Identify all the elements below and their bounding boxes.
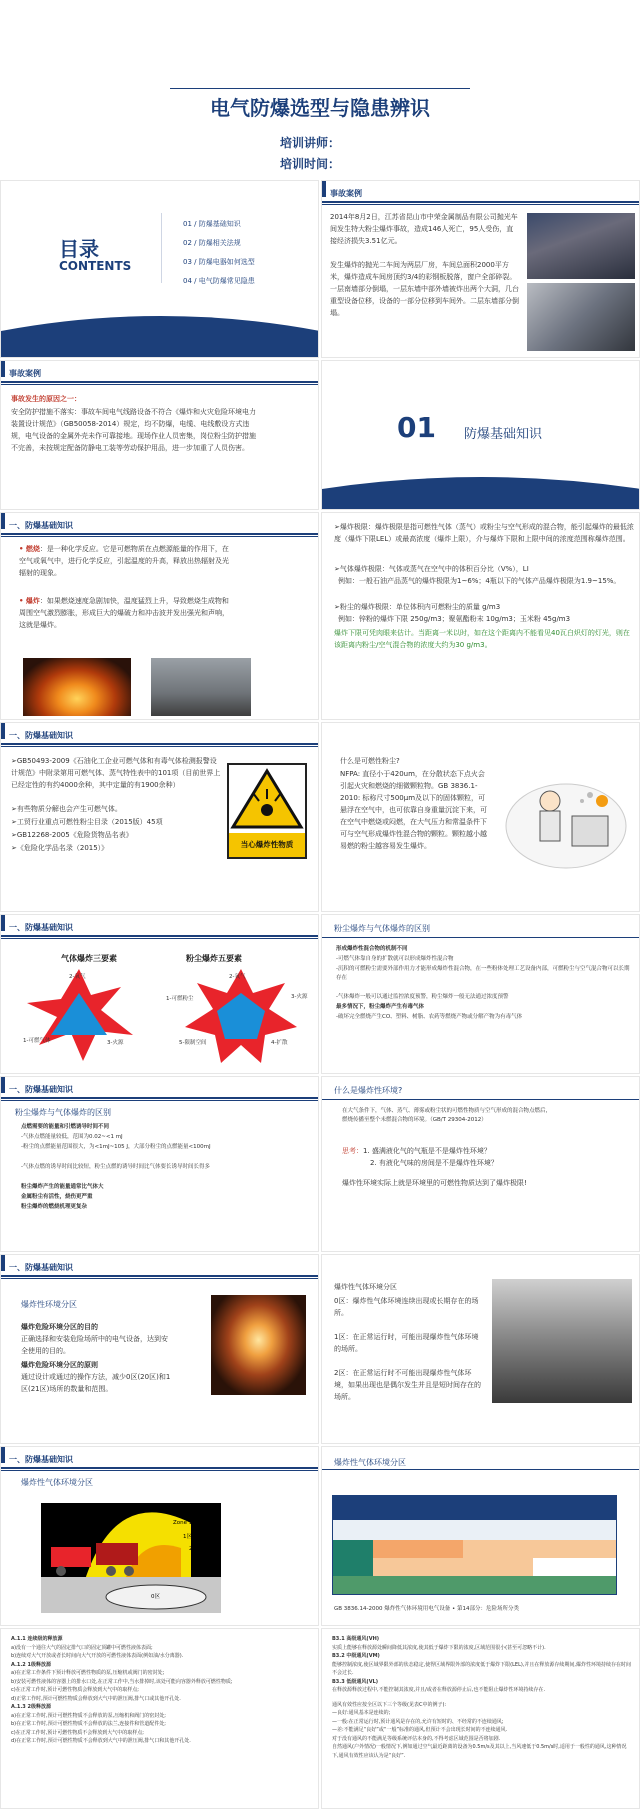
diff1-line-6: -破坏完全燃烧产生CO、塑料、树脂、农药等燃烧产物或分解产物为有毒气体 <box>336 1014 523 1020</box>
toc-slide <box>0 180 319 358</box>
zone-table-title: 爆炸性气体环境分区 <box>334 1458 406 1467</box>
dust-element-diffusion: 4-扩散 <box>271 1040 288 1046</box>
mushroom-cloud-photo <box>211 1295 306 1395</box>
zone-label-z2: Zone 2 <box>186 1508 206 1514</box>
explosion-photo <box>151 658 251 716</box>
diff1-line-3: -沉积的可燃粉尘需要外部作用力才能形成爆炸性混合物，在一些粉体处理工艺设备内部，可燃粉尘与空气混合物可以长期存在 <box>336 966 630 981</box>
zone2-definition: 2区：在正常运行时不可能出现爆炸性气体环境，如果出现也是偶尔发生并且是短时间存在的场所。 <box>334 1369 481 1401</box>
book-base <box>1 301 319 358</box>
zone-purpose-slide <box>0 1254 319 1444</box>
accident-photo-1 <box>527 213 635 279</box>
zone-label-2: 2区 <box>189 1546 198 1552</box>
diff2-title: 粉尘爆炸与气体爆炸的区别 <box>15 1108 111 1117</box>
zone-purpose-label: 爆炸危险环境分区的目的 <box>21 1323 98 1331</box>
section-header: 事故案例 <box>322 181 639 203</box>
title-rule <box>170 88 470 89</box>
appendix-a-slide <box>0 1628 319 1809</box>
reg-item-5: ➢《危险化学品名录（2015）》 <box>11 844 109 852</box>
case1-slide <box>321 180 640 358</box>
section-header: 一、防爆基础知识 <box>1 513 318 535</box>
zone-label-z1: Zone 1 <box>173 1520 193 1526</box>
diff2-line-2: -气体点燃能量较低，范围为0.02~<1 mJ <box>21 1134 123 1140</box>
cause-title: 事故发生的原因之一： <box>11 395 81 403</box>
gas-element-oxygen: 2-氧气 <box>69 974 86 980</box>
zone-label-0: 0区 <box>151 1594 160 1600</box>
limit-definition: ➢爆炸极限：爆炸极限是指可燃性气体（蒸气）或粉尘与空气形成的混合物，能引起爆炸的最低浓度（爆炸下限LEL）或最高浓度（爆炸上限），介与爆炸下限和上限中间的浓度范围称爆炸范围。 <box>334 523 634 543</box>
diff2-line-4: -气体点燃的诱导时间比较短，粉尘点燃的诱导时间比气体要长诱导时间长得多 <box>21 1164 210 1170</box>
zone-table <box>332 1495 617 1595</box>
chapter01-slide <box>321 360 640 510</box>
diff2-line-5: 粉尘爆炸产生的能量通常比气体大 <box>21 1184 104 1190</box>
chapter-title: 防爆基础知识 <box>464 427 543 442</box>
dust-element-fire: 3-火源 <box>291 994 308 1000</box>
chapter-number: 01 <box>397 411 436 444</box>
zone-principle-label: 爆炸危险环境分区的原则 <box>21 1361 98 1369</box>
reg-item-4: ➢GB12268-2005《危险货物品名表》 <box>11 831 133 839</box>
zone-title: 爆炸性环境分区 <box>21 1300 77 1309</box>
section-header: 一、防爆基础知识 <box>1 1077 318 1099</box>
toc-item-3[interactable]: 03 / 防爆电器如何选型 <box>183 258 255 266</box>
dust-definition: NFPA: 直径小于420um，在分散状态下点火会引起火灾和燃烧的细微颗粒物。GB 3836.1-2010: 标称尺寸500μm及以下的固体颗粒，可悬浮在空气中，也可依靠自身重量沉淀下来，可在空气中燃烧或闷燃，在大气压力和常温条件下可与空气形成爆炸性混合物的颗粒。颗粒越小越易燃的粉尘越容易发生爆炸。 <box>340 770 487 850</box>
diff1-line-5: 最多情况下，粉尘爆炸产生有毒气体 <box>336 1004 425 1010</box>
toc-heading-en: CONTENTS <box>59 259 132 273</box>
diff1-line-1: 形成爆炸性混合物的机制不同 <box>336 946 408 952</box>
warning-sign <box>227 763 307 859</box>
dust-element-oxygen: 2-氧气 <box>229 974 246 980</box>
explosion-definition: • 爆炸：如果燃烧速度急剧加快，温度猛烈上升，导致燃烧生成物和周围空气激烈膨胀，形成巨大的爆破力和冲击波并发出强光和声响，这就是爆炸。 <box>19 597 229 629</box>
diff1-slide <box>321 914 640 1074</box>
section-header: 一、防爆基础知识 <box>1 915 318 937</box>
diff2-line-7: 粉尘爆炸的燃烧机理更复杂 <box>21 1204 88 1210</box>
dust-cartoon-illustration <box>502 771 630 871</box>
cover-title: 电气防爆选型与隐患辨识 <box>210 96 430 120</box>
reg-item-2: ➢有些物质分解也会产生可燃气体。 <box>11 805 122 813</box>
env-definition: 在大气条件下，气体、蒸气、薄雾或粉尘状的可燃性物质与空气形成的混合物点燃后，燃烧传播至整个未燃混合物的环境。（GB/T 29304-2012） <box>342 1108 552 1123</box>
accident-photo-2 <box>527 283 635 351</box>
dust-element-fuel: 1-可燃粉尘 <box>166 996 194 1002</box>
visual-estimate-note: 爆炸下限可凭肉眼来估计。当距离一米以时，如在这个距离内不能看见40瓦白炽灯的灯光，则在该距离内粉尘/空气混合物的浓度大约为30 g/m3。 <box>334 629 630 649</box>
section-header: 一、防爆基础知识 <box>1 1255 318 1277</box>
env-title: 什么是爆炸性环境? <box>334 1086 403 1095</box>
think-q2: 2. 有液化气味的房间是不是爆炸性环境？ <box>370 1159 498 1167</box>
zone1-definition: 1区：在正常运行时，可能出现爆炸性气体环境的场所。 <box>334 1333 479 1353</box>
appendix-a-text: A.1.1 连续级的释放源 a)没有一个通往大气的固定排气口的固定顶罐中可燃性液体表面; b)连续对大气开放或者长时间向大气开放的可燃性液体表面(例如油/水分离器). A.1.2 1级释放源 a)在正常工作条件下预计释放可燃性物质的泵,压缩机或阀门的密封处; b)安装可燃性液体的容器上的排水口处,在正常工作中,当水排掉时,该处可能向容器外释放可燃性物质; c)在正常工作时,预计可燃性物质会释放到大气中的取样点; d)正常工作时,预计可燃性物质会释放到大气中的泄压阀,排气口或其他开孔处. A.1.3 2级释放源 a)在正常工作时,预计可燃性物质不会释放的泵,压缩机和阀门的密封处; b)在正常工作时,预计可燃性物质不会释放的法兰,连接件和管道配件处; c)在正常工作时,预计可燃性物质不会释放到大气中的取样点; d)在正常工作时,预计可燃性物质不会释放到大气中的泄压阀,排气口和其他开孔处. <box>11 1636 233 1744</box>
dust-elements-title: 粉尘爆炸五要素 <box>186 954 242 963</box>
zone0-definition: 0区：爆炸性气体环境连续出现或长期存在的场所。 <box>334 1297 479 1317</box>
env-conclusion: 爆炸性环境实际上就是环境里的可燃性物质达到了爆炸极限! <box>342 1179 527 1187</box>
dust-limit-example: 例如：锌粉的爆炸下限 250g/m3；聚氨酯粉末 10g/m3；玉米粉 45g/m3 <box>338 615 571 623</box>
section-header: 事故案例 <box>1 361 318 383</box>
zone-diagram-slide <box>0 1446 319 1626</box>
ruins-photo <box>492 1279 632 1403</box>
think-q1: 思考：1. 盛满液化气的气瓶是不是爆炸性环境？ <box>342 1147 491 1155</box>
time-label: 培训时间： <box>280 157 341 171</box>
appendix-b-text: B3.1 高级通风(VH) 实质上能够在释放源处瞬间降低其浓度,使其低于爆炸下限的浓度,区域范围很小(甚至可忽略不计). B3.2 中级通风(VM) 能够控制浓度,使区域界限外部的状态稳定,使得区域界限外部的浓度低于爆炸下限(LEL),并且在释放源存续期间,爆炸性环境持续存在时间不会过长. B3.3 低级通风(VL) 在释放源释放过程中,不能控制其浓度,并且/或者在释放源停止后,也不能阻止爆炸性环境持续存在. 通风有效性应按全区以下三个等级(见表C中的例子): —良好:通风基本是连续的; —一般:在正常运行时,预计通风是存在的,允许有短时的、不经常的不连续通风; —差:不能满足“良好”或“一般”标准的通风,但预计不会出现长时间的不连续通风. 对于没有通风的不能满足等级系统评估本身的,不得考虑区域范围是否将加剧. 自然通风(户外情况)一般情况下,例如通过空气最近距离的设备为0.5m/s及其以上,当风速低于0.5m/s时,适用于一般性的通风,这种情况下,通风有效性应该认为是“良好”. <box>332 1636 631 1759</box>
diff2-line-6: 金属粉尘有活性，烧伤更严重 <box>21 1194 93 1200</box>
section-header: 一、防爆基础知识 <box>1 723 318 745</box>
case2-slide <box>0 360 319 510</box>
burn-definition: • 燃烧：是一种化学反应。它是可燃物质在点燃源能量的作用下，在空气或氧气中，进行化学反应，引起温度的升高，释放出热辐射及光辐射的现象。 <box>19 545 229 577</box>
zones-title: 爆炸性气体环境分区 <box>334 1283 397 1291</box>
basics1-slide <box>0 512 319 720</box>
diff2-line-1: 点燃需要的能量和引燃诱导时间不同 <box>21 1124 110 1130</box>
case1-para1: 2014年8月2日，江苏省昆山市中荣金属制品有限公司抛光车间发生特大粉尘爆炸事故，造成146人死亡，95人受伤，直接经济损失3.51亿元。 <box>330 213 518 245</box>
fire-photo <box>23 658 131 716</box>
diff1-line-2: -可燃气体靠自身的扩散就可以形成爆炸性混合物 <box>336 956 454 962</box>
diff2-line-3: -粉尘的点燃能量范围很大，为<1mJ~105 J，大部分粉尘的点燃能量<100mJ <box>21 1144 211 1150</box>
cause-body: 安全防护措施不落实：事故车间电气线路设备不符合《爆炸和火灾危险环境电力装置设计规范》（GB50058-2014）规定，均不防爆，电缆、电线敷设方式违规，电气设备的金属外壳未作可靠接地。现场作业人员密集，岗位粉尘防护措施不完善，未按规定配备防静电工装等劳动保护用品，进一步加重了人员伤害。 <box>11 408 256 452</box>
reg-item-1: ➢GB50493-2009《石油化工企业可燃气体和有毒气体检测报警设计规范》中附录第用可燃气体、蒸气特性表中的101项（目前世界上已经定性的有约4000余种，其中定量的有1900余种） <box>11 757 221 789</box>
gas-element-fuel: 1-可燃气体 <box>23 1038 51 1044</box>
dust-element-space: 5-限制空间 <box>179 1040 207 1046</box>
zone-table-slide <box>321 1446 640 1626</box>
toc-item-4[interactable]: 04 / 电气防爆常见隐患 <box>183 277 255 285</box>
zone-defs-slide <box>321 1254 640 1444</box>
gas-elements-title: 气体爆炸三要素 <box>61 954 117 963</box>
reg-item-3: ➢工贸行业重点可燃性粉尘目录（2015版）45项 <box>11 818 163 826</box>
dust-question: 什么是可燃性粉尘? <box>340 757 400 765</box>
gas-limit: ➢气体爆炸极限：气体或蒸气在空气中的体积百分比（V%），LI <box>334 565 529 573</box>
diff2-slide <box>0 1076 319 1252</box>
dust-limit: ➢粉尘的爆炸极限：单位体积内可燃粉尘的质量 g/m3 <box>334 603 501 611</box>
appendix-b-slide <box>321 1628 640 1809</box>
dust-slide <box>321 722 640 912</box>
zone-principle-text: 通过设计或通过的操作方法，减少0区(20区)和1区(21区)场所的数量和范围。 <box>21 1373 171 1393</box>
toc-item-1[interactable]: 01 / 防爆基础知识 <box>183 220 241 228</box>
section-header: 一、防爆基础知识 <box>1 1447 318 1469</box>
diff1-title: 粉尘爆炸与气体爆炸的区别 <box>334 924 430 933</box>
regs-slide <box>0 722 319 912</box>
trainer-label: 培训讲师： <box>280 136 341 150</box>
case1-para2: 发生爆炸的抛光二车间为两层厂房，车间总面积2000平方米，爆炸造成车间房顶约3/4的彩钢板脱落，窗户全部碎裂。一层南墙部分倒塌，一层东墙中部外墙被炸出两个大洞，几台重型设备位移，设备的一部分位移到车间外。二层东墙部分倒塌。 <box>330 261 519 317</box>
zone-label-1: 1区 <box>183 1534 192 1540</box>
zone-diagram-title: 爆炸性气体环境分区 <box>21 1478 93 1487</box>
cover-slide <box>0 0 640 178</box>
toc-item-2[interactable]: 02 / 防爆相关法规 <box>183 239 241 247</box>
zone-diagram <box>41 1503 221 1613</box>
zone-purpose-text: 正确选择和安装危险场所中的电气设备，达到安全使用的目的。 <box>21 1335 168 1355</box>
explosive-warning-icon <box>229 765 305 833</box>
zone-table-caption: GB 3836.14-2000 爆炸性气体环境用电气设备 • 第14部分：危险场所分类 <box>334 1606 519 1612</box>
gas-element-fire: 3-火源 <box>107 1040 124 1046</box>
env-slide <box>321 1076 640 1252</box>
book-base <box>322 461 640 510</box>
sign-text: 当心爆炸性物质 <box>229 833 305 857</box>
elements-slide <box>0 914 319 1074</box>
toc-heading-cn: 目录 <box>59 237 99 261</box>
limits-slide <box>321 512 640 720</box>
diff1-line-4: -气体爆炸一般可以通过监控浓度预警，粉尘爆炸一般无法通过浓度预警 <box>336 994 509 1000</box>
gas-limit-example: 例如：一般石油产品蒸气的爆炸极限为1~6%；4瓶以下的气体产品爆炸极限为1.9~15%。 <box>338 577 621 585</box>
